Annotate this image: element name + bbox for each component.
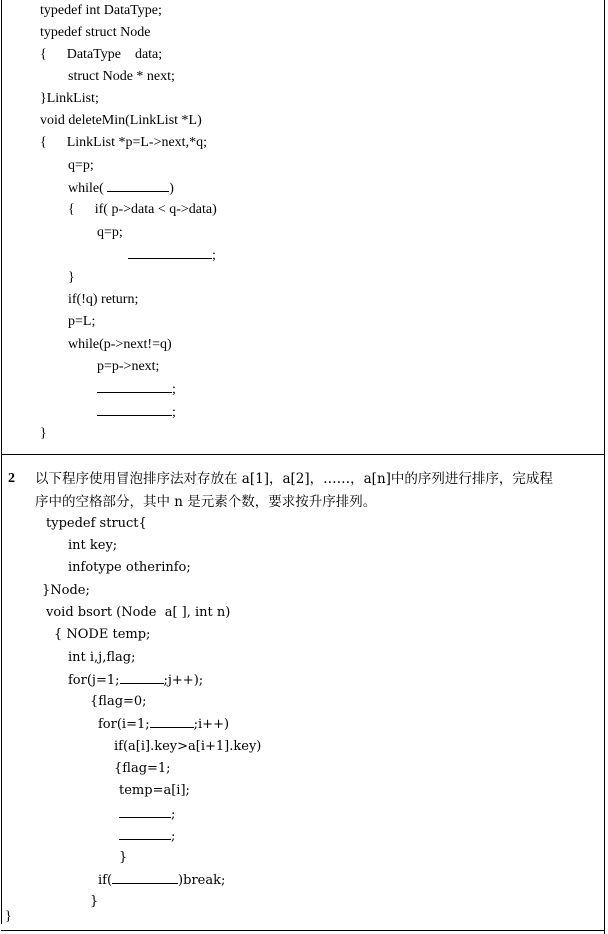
brace: { [68,202,75,217]
brace: { [40,47,47,62]
code-line: typedef int DataType; [40,3,162,18]
code-line: } [90,894,99,909]
code-line: if(a[i].key>a[i+1].key) [114,739,262,754]
code-line: q=p; [68,158,94,173]
code-line: p=L; [68,314,96,329]
code-line: struct Node * next; [68,69,175,84]
frame-bottom-border [1,930,605,931]
code-text: for(j=1; [68,673,120,688]
code-line [128,246,216,265]
code-line: q=p; [97,225,123,240]
code-line: p=p->next; [97,359,160,374]
code-text: while( [68,181,108,196]
frame-left-border [1,0,2,924]
code-text: ) [169,181,174,196]
code-text: ;i++) [193,717,230,732]
code-line: }LinkList; [40,91,99,106]
code-text: ; [172,405,176,420]
fill-blank[interactable] [128,246,212,259]
frame-right-border [604,0,605,934]
code-text: LinkList *p=L->next,*q; [66,135,207,150]
code-line [40,134,207,152]
closing-brace: } [5,909,12,924]
code-line [68,201,217,219]
code-line: } [40,426,47,441]
fill-blank[interactable] [107,179,169,192]
code-line: typedef struct Node [40,25,151,40]
fill-blank[interactable] [97,403,172,416]
code-line: while(p->next!=q) [68,337,172,352]
code-line [97,380,176,399]
code-text: DataType data; [66,47,163,62]
code-text: ; [171,807,176,822]
code-line [40,46,162,64]
fill-blank[interactable] [97,380,172,393]
code-line: void deleteMin(LinkList *L) [40,113,202,128]
code-text: ; [172,382,176,397]
code-text: if( p->data < q->data) [94,202,217,217]
code-text: ; [212,248,216,263]
code-text: for(i=1; [98,717,150,732]
code-text: )break; [178,873,226,888]
code-line: }Node; [42,583,90,598]
fill-blank[interactable] [120,671,164,684]
code-line: {flag=0; [90,694,147,709]
code-text: ; [171,829,176,844]
question-text-line-2: 序中的空格部分，其中 n 是元素个数，要求按升序排列。 [35,494,377,510]
fill-blank[interactable] [112,871,178,884]
brace: { [40,135,47,150]
code-line: typedef struct{ [46,516,147,531]
question-text-line-1: 以下程序使用冒泡排序法对存放在 a[1]，a[2]，……，a[n]中的序列进行排序，完成程 [35,471,553,487]
code-line [119,827,175,846]
code-line: {flag=1; [114,761,171,776]
code-line [98,715,229,734]
code-line [68,179,174,198]
code-line: } [68,270,75,285]
question-number: 2 [8,471,15,486]
code-line [68,671,203,690]
code-line: } [119,850,128,865]
code-text: if( [98,873,113,888]
code-line [97,403,176,422]
fill-blank[interactable] [119,805,171,818]
code-line: { NODE temp; [54,627,151,642]
code-text: ;j++); [163,673,204,688]
section-divider [1,454,605,455]
fill-blank[interactable] [150,715,194,728]
code-line: infotype otherinfo; [68,560,191,575]
code-line: int key; [68,538,118,553]
code-line: int i,j,flag; [68,650,136,665]
code-line: temp=a[i]; [119,783,190,798]
code-line [98,871,225,890]
code-line: if(!q) return; [68,292,139,307]
code-line: void bsort (Node a[ ], int n) [46,605,231,620]
code-line [119,805,175,824]
fill-blank[interactable] [119,827,171,840]
